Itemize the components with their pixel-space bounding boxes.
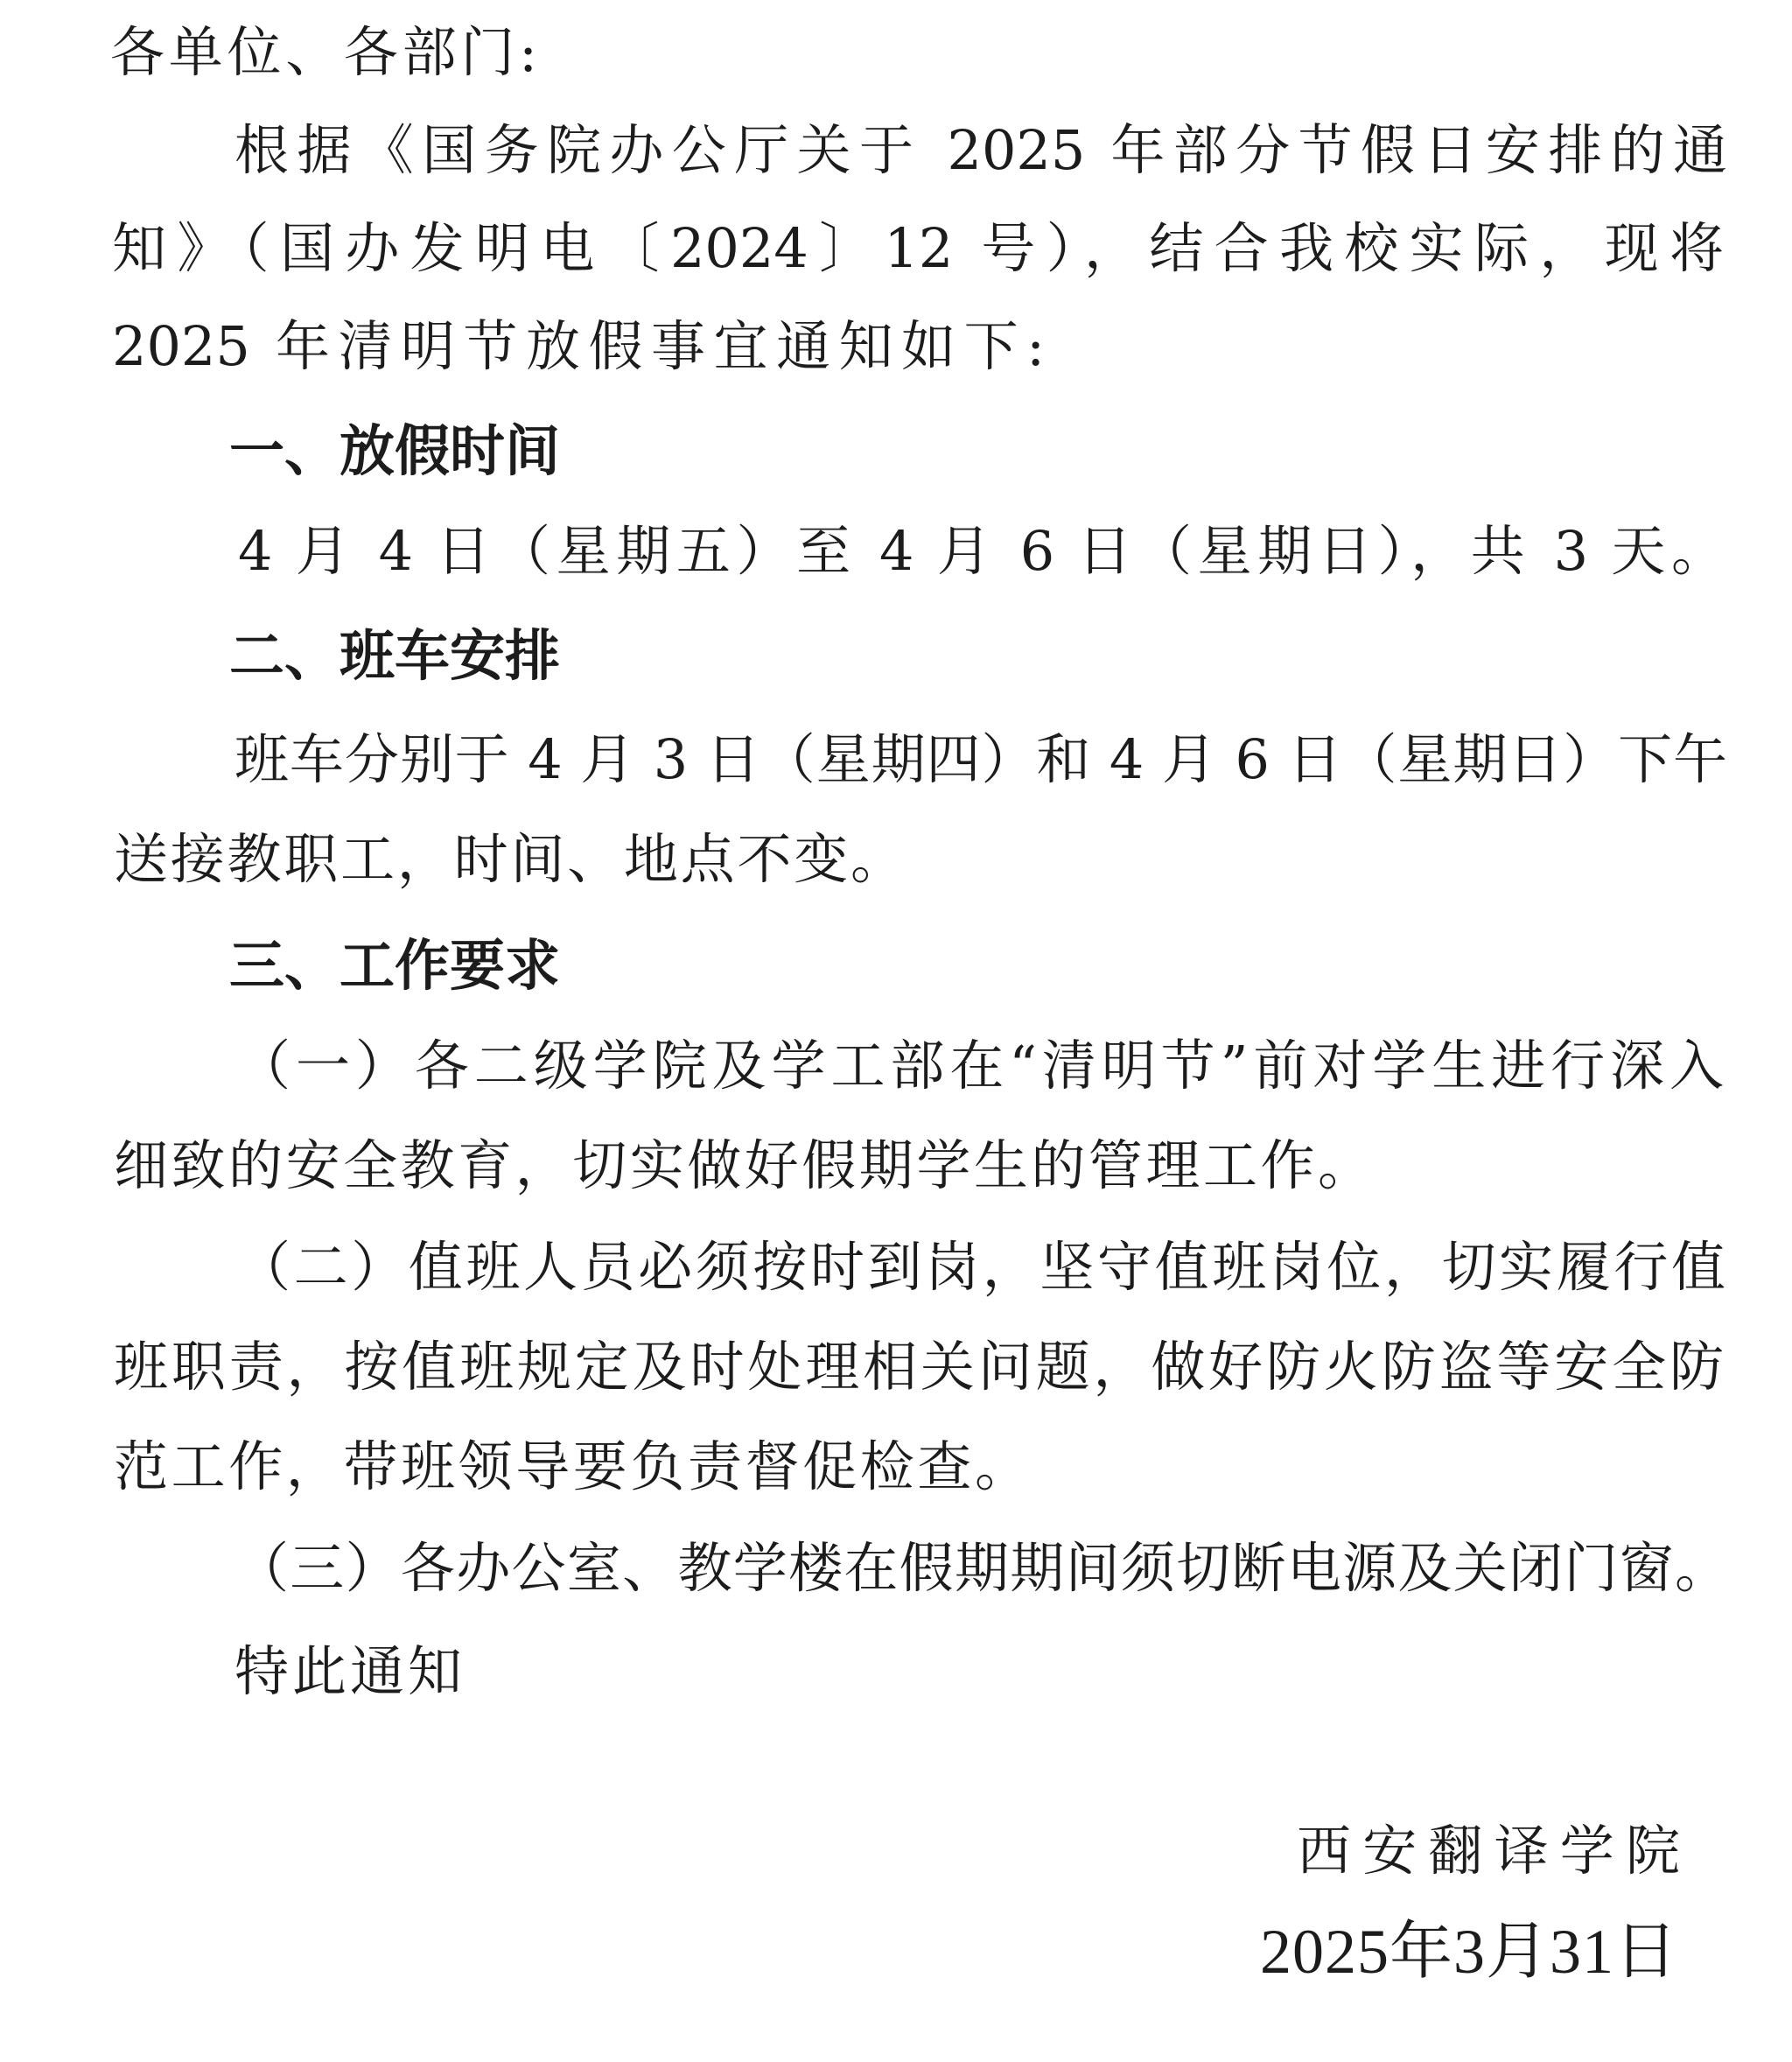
closing-text: 特此通知 bbox=[234, 1639, 466, 1703]
section-2-line-2: 送接教职工，时间、地点不变。 bbox=[114, 827, 905, 891]
requirement-1-line-1: （一）各二级学院及学工部在“清明节”前对学生进行深入 bbox=[236, 1034, 1724, 1098]
requirement-2-line-1: （二）值班人员必须按时到岗，坚守值班岗位，切实履行值 bbox=[236, 1235, 1726, 1299]
section-2-heading: 二、班车安排 bbox=[229, 624, 560, 688]
salutation: 各单位、各部门: bbox=[110, 20, 537, 84]
section-2-line-1: 班车分别于 4 月 3 日（星期四）和 4 月 6 日（星期日）下午 bbox=[234, 727, 1727, 791]
requirement-3-line-1: （三）各办公室、教学楼在假期期间须切断电源及关闭门窗。 bbox=[234, 1536, 1729, 1600]
intro-line-3: 2025 年清明节放假事宜通知如下: bbox=[112, 314, 1045, 378]
requirement-2-line-3: 范工作，带班领导要负责督促检查。 bbox=[114, 1434, 1029, 1498]
signature-organization: 西安翻译学院 bbox=[1297, 1819, 1680, 1883]
intro-line-2: 知》（国办发明电〔2024〕12 号），结合我校实际，现将 bbox=[112, 216, 1724, 280]
signature-date: 2025年3月31日 bbox=[1260, 1917, 1679, 1987]
section-1-line-1: 4 月 4 日（星期五）至 4 月 6 日（星期日），共 3 天。 bbox=[238, 519, 1726, 583]
requirement-2-line-2: 班职责，按值班规定及时处理相关问题，做好防火防盗等安全防 bbox=[114, 1335, 1724, 1399]
requirement-1-line-2: 细致的安全教育，切实做好假期学生的管理工作。 bbox=[114, 1133, 1372, 1197]
intro-line-1: 根据《国务院办公厅关于 2025 年部分节假日安排的通 bbox=[234, 118, 1727, 182]
section-1-heading: 一、放假时间 bbox=[229, 419, 560, 483]
section-3-heading: 三、工作要求 bbox=[229, 934, 560, 998]
